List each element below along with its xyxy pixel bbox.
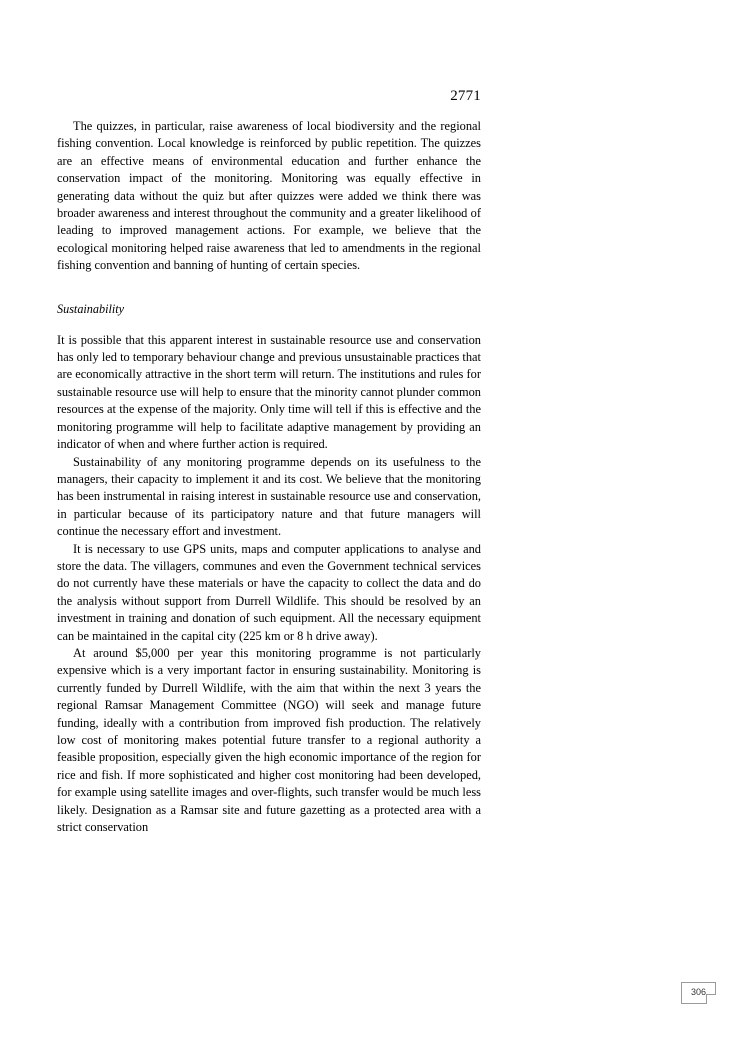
paragraph-4: It is necessary to use GPS units, maps and computer applications to analyse and store the data. The villagers, communes and even the Government technical services do not currently have these materials or have the capacity to collect the data and do the analysis without support from Durrell Wildlife. This should be resolved by an investment in training and donation of such equipment. All the necessary equipment can be maintained in the capital city (225 km or 8 h drive away). xyxy=(57,541,481,643)
spacer-after-heading xyxy=(57,317,481,332)
paragraph-1: The quizzes, in particular, raise awareness of local biodiversity and the regional fishing convention. Local knowledge is reinforced by public repetition. The quizzes are an effective means of environmental education and further enhance the conservation impact of the monitoring. Monitoring was equally effective in generating data without the quiz but after quizzes were added we think there was broader awareness and interest throughout the community and a greater likelihood of leading to improved management actions. For example, we believe that the ecological monitoring helped raise awareness that led to amendments in the regional fishing convention and banning of hunting of certain species. xyxy=(57,119,481,273)
spacer-before-heading xyxy=(57,275,481,301)
page-fold-corner-icon xyxy=(706,994,716,1004)
page-body xyxy=(57,118,481,836)
paragraph-3: Sustainability of any monitoring programme depends on its usefulness to the managers, their capacity to implement it and its cost. We believe that the monitoring has been instrumental in raising interest in sustainable resource use and conservation, in particular because of its participatory nature and that future managers will continue the necessary effort and investment. xyxy=(57,454,481,539)
page-header-number: 2771 xyxy=(450,88,481,104)
footer-page-number: 306 xyxy=(690,987,707,997)
paragraph-2: It is possible that this apparent interest in sustainable resource use and conservation has only led to temporary behaviour change and previous unsustainable practices that are economically attractive in the short term will return. The institutions and rules for sustainable resource use will help to ensure that the minority cannot plunder common resources at the expense of the majority. Only time will tell if this is effective and the monitoring programme will help to facilitate adaptive management by providing an indicator of when and where further action is required. xyxy=(57,332,481,452)
page-thumbnail-badge xyxy=(681,982,716,1004)
paragraph-5: At around $5,000 per year this monitoring programme is not particularly expensive which is a very important factor in ensuring sustainability. Monitoring is currently funded by Durrell Wildlife, with the aim that within the next 3 years the regional Ramsar Management Committee (NGO) will seek and manage future funding, ideally with a contribution from improved fish production. The relatively low cost of monitoring makes potential future transfer to a regional authority a feasible proposition, especially given the high economic importance of the region for rice and fish. If more sophisticated and higher cost monitoring had been developed, for example using satellite images and over-flights, such transfer would be much less likely. Designation as a Ramsar site and future gazetting as a protected area with a strict conservation xyxy=(57,645,481,835)
section-heading-sustainability: Sustainability xyxy=(57,301,125,316)
